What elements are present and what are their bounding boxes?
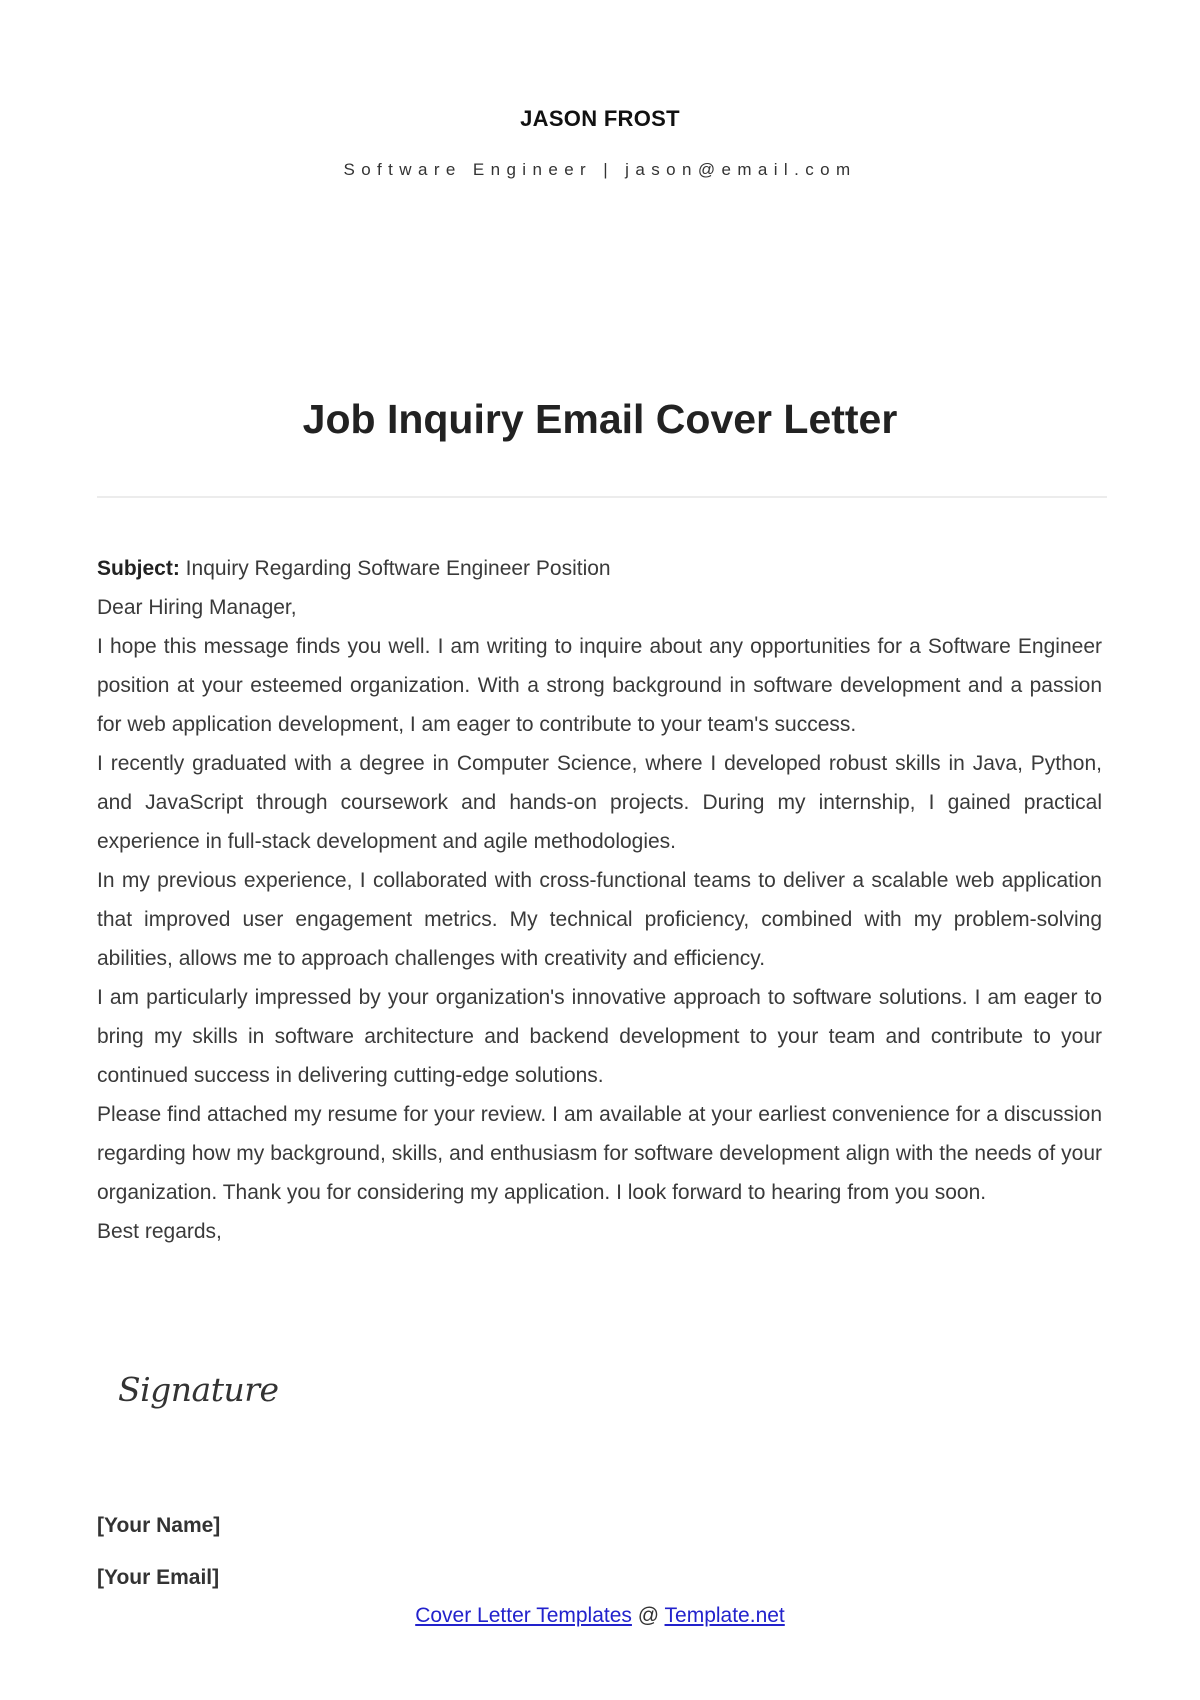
subject-line: [97, 549, 1102, 588]
template-net-link[interactable]: Template.net: [664, 1604, 785, 1627]
paragraph-5: Please find attached my resume for your review. I am available at your earliest convenience for a discussion regarding how my background, skills, and enthusiasm for software development align with the needs of your organization. Thank you for considering my application. I look forward to hearing from you soon.: [97, 1103, 1102, 1204]
your-email-placeholder: [Your Email]: [97, 1566, 220, 1589]
paragraph-3: In my previous experience, I collaborated with cross-functional teams to deliver a scalable web application that improved user engagement metrics. My technical proficiency, combined with my problem-solving abilities, allows me to approach challenges with creativity and efficiency.: [97, 869, 1102, 970]
document-title: Job Inquiry Email Cover Letter: [302, 396, 898, 442]
paragraph-1: I hope this message finds you well. I am writing to inquire about any opportunities for a Software Engineer position at your esteemed organization. With a strong background in software development and a passion for web application development, I am eager to contribute to your team's success.: [97, 635, 1102, 736]
sender-name: JASON FROST: [520, 106, 680, 131]
subject-text: Inquiry Regarding Software Engineer Position: [179, 557, 611, 580]
cover-letter-templates-link[interactable]: Cover Letter Templates: [415, 1604, 632, 1627]
footer-separator: @: [631, 1604, 665, 1627]
paragraph-4: I am particularly impressed by your organization's innovative approach to software solutions. I am eager to bring my skills in software architecture and backend development to your team and contribute to your continued success in delivering cutting-edge solutions.: [97, 986, 1102, 1087]
signature: Signature: [118, 1370, 279, 1409]
your-name-placeholder: [Your Name]: [97, 1514, 221, 1537]
closing: Best regards,: [97, 1220, 222, 1243]
subject-label: Subject:: [97, 557, 180, 580]
sender-contact: Software Engineer | jason@email.com: [343, 160, 857, 179]
paragraph-2: I recently graduated with a degree in Computer Science, where I developed robust skills in Java, Python, and JavaScript through coursework and hands-on projects. During my internship, I gained practical experience in full-stack development and agile methodologies.: [97, 752, 1102, 853]
title-divider: [97, 496, 1107, 498]
letter-body: [97, 549, 1102, 1251]
footer: [0, 1604, 1200, 1628]
greeting: Dear Hiring Manager,: [97, 596, 297, 619]
